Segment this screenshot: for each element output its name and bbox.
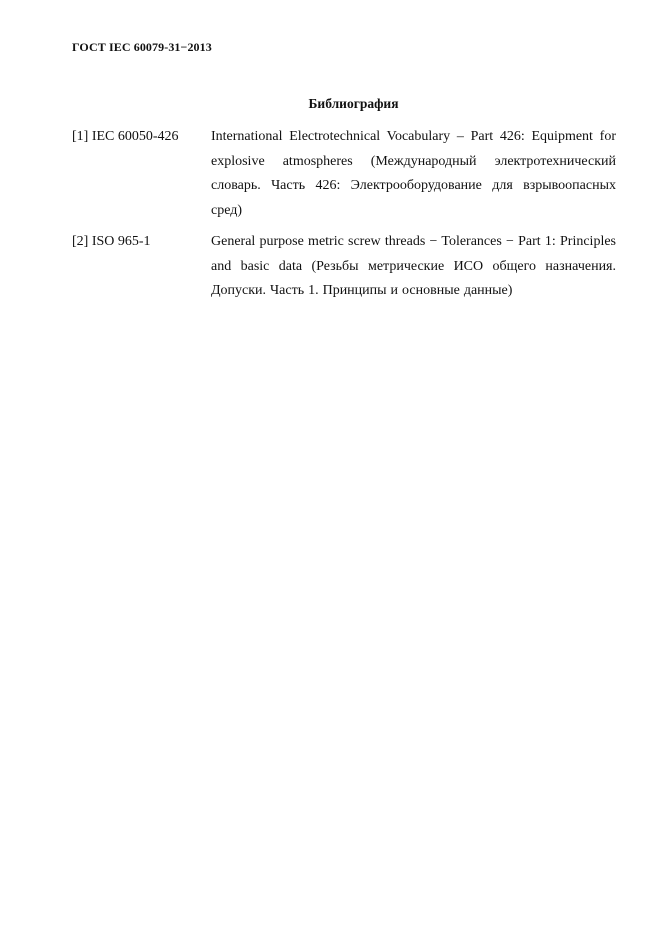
bibliography-list xyxy=(72,125,616,310)
document-header: ГОСТ IEC 60079-31−2013 xyxy=(72,40,212,54)
entry-reference: [2] ISO 965-1 xyxy=(72,233,151,249)
bibliography-entry xyxy=(72,125,616,224)
entry-description: General purpose metric screw threads − Tolerances − Part 1: Principles and basic data (Резьбы метрические ИСО общего назначения. Допуски. Часть 1. Принципы и основные данные) xyxy=(211,233,616,299)
entry-reference: [1] IEC 60050-426 xyxy=(72,129,179,144)
entry-description: International Electrotechnical Vocabulary – Part 426: Equipment for explosive atmospheres (Международный электротехнический словарь. Часть 426: Электрооборудование для взрывоопасных сред) xyxy=(211,129,616,219)
bibliography-title: Библиография xyxy=(308,96,399,111)
bibliography-entry xyxy=(72,230,616,304)
